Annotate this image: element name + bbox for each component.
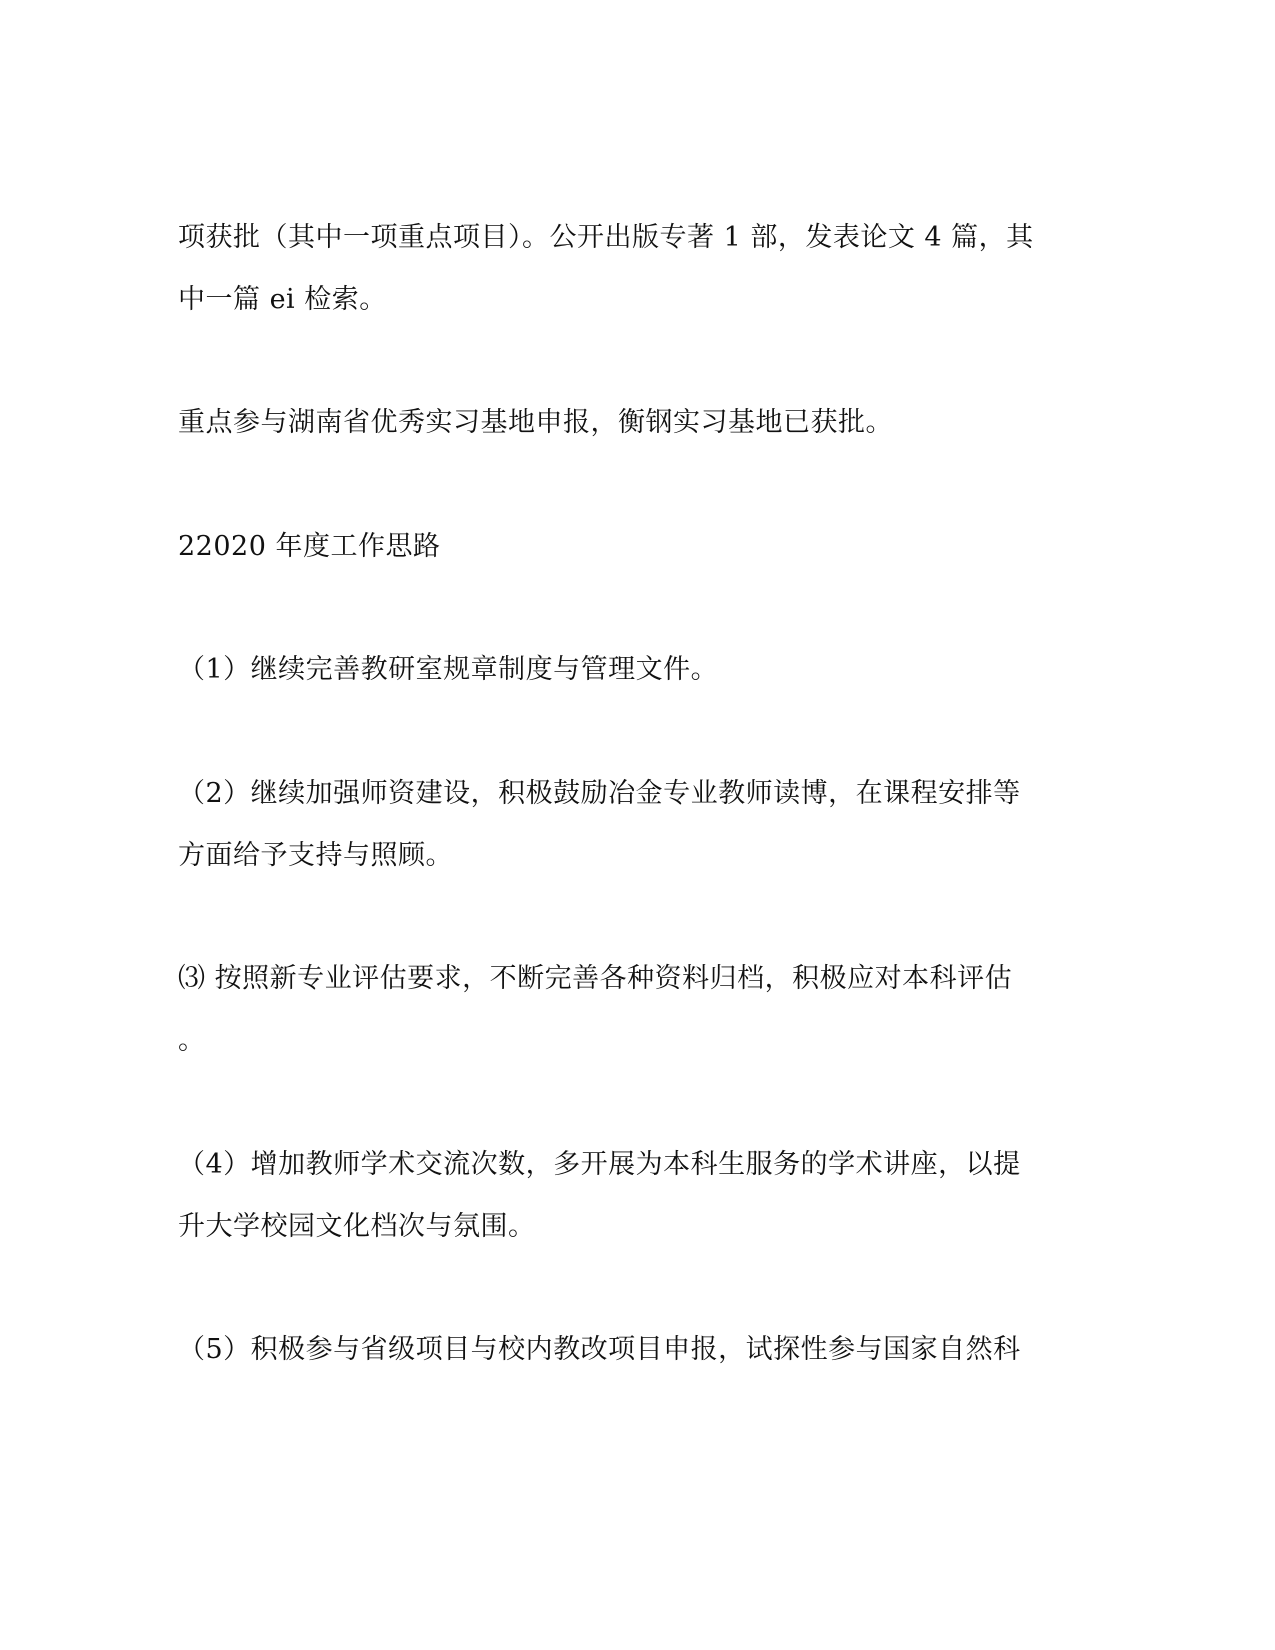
section-heading: 22020 年度工作思路 — [178, 531, 441, 562]
paragraph-line: 升大学校园文化档次与氛围。 — [178, 1211, 536, 1242]
paragraph-line: 。 — [178, 1025, 206, 1056]
paragraph-line: 项获批（其中一项重点项目）。公开出版专著 1 部，发表论文 4 篇，其 — [178, 222, 1034, 253]
list-item-5: （5）积极参与省级项目与校内教改项目申报，试探性参与国家自然科 — [178, 1334, 1021, 1365]
list-item-1: （1）继续完善教研室规章制度与管理文件。 — [178, 654, 719, 685]
paragraph-line: 重点参与湖南省优秀实习基地申报，衡钢实习基地已获批。 — [178, 407, 893, 438]
list-item-4: （4）增加教师学术交流次数，多开展为本科生服务的学术讲座，以提 — [178, 1149, 1021, 1180]
list-item-2: （2）继续加强师资建设，积极鼓励冶金专业教师读博，在课程安排等 — [178, 778, 1021, 809]
paragraph-line: 方面给予支持与照顾。 — [178, 840, 453, 871]
list-item-3: ⑶ 按照新专业评估要求，不断完善各种资料归档，积极应对本科评估 — [178, 963, 1013, 994]
paragraph-line: 中一篇 ei 检索。 — [178, 284, 387, 315]
